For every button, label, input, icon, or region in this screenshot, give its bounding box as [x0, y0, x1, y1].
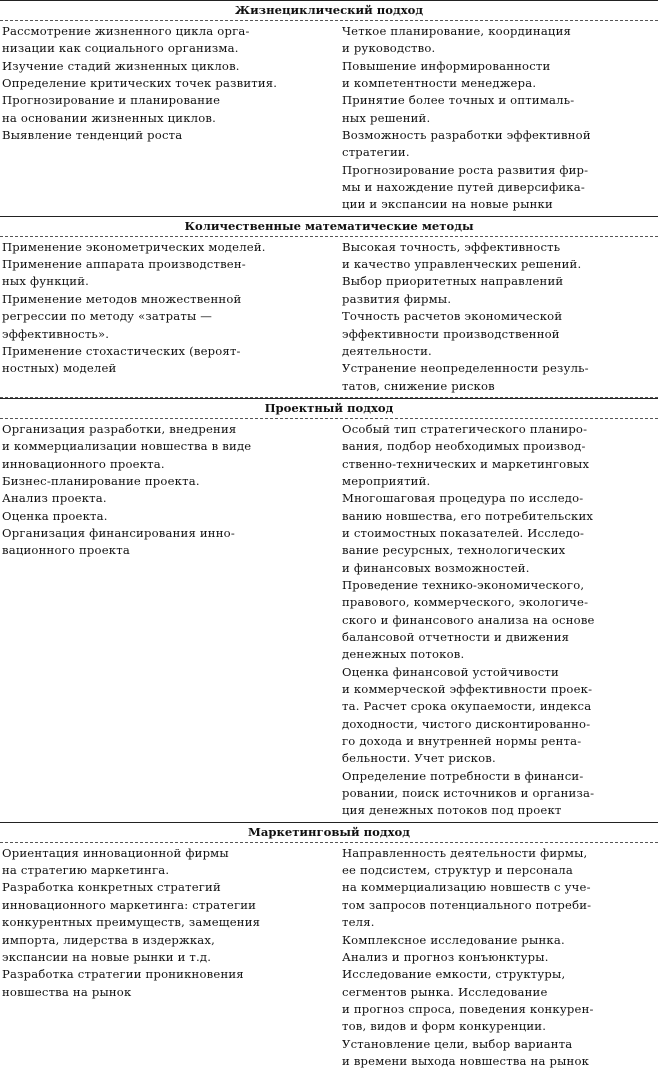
text-line: правового, коммерческого, экологиче-: [342, 595, 589, 610]
text-line: Принятие более точных и оптималь-: [342, 93, 575, 108]
text-line: эффективности производственной: [342, 326, 560, 341]
text-line: тов, видов и форм конкуренции.: [342, 1019, 547, 1034]
results-column: [342, 239, 658, 395]
text-line: и стоимостных показателей. Исследо-: [342, 525, 585, 540]
text-line: деятельности.: [342, 343, 432, 358]
text-line: Прогнозирование роста развития фир-: [342, 162, 589, 177]
section-title: Маркетинговый подход: [0, 822, 658, 843]
text-line: вания, подбор необходимых производ-: [342, 439, 586, 454]
text-line: Особый тип стратегического планиро-: [342, 421, 588, 436]
text-line: низации как социального организма.: [2, 41, 239, 56]
text-line: на основании жизненных циклов.: [2, 110, 217, 125]
text-line: том запросов потенциального потреби-: [342, 897, 592, 912]
section-row: [0, 21, 658, 216]
text-line: экспансии на новые рынки и т.д.: [2, 949, 212, 964]
text-line: Применение эконометрических моделей.: [2, 239, 266, 254]
text-line: ее подсистем, структур и персонала: [342, 863, 573, 878]
section: [0, 822, 658, 1072]
text-line: Разработка стратегии проникновения: [2, 967, 244, 982]
text-line: денежных потоков.: [342, 647, 465, 662]
text-line: ции и экспансии на новые рынки: [342, 197, 553, 212]
section: [0, 216, 658, 398]
text-line: Направленность деятельности фирмы,: [342, 845, 588, 860]
text-line: и финансовых возможностей.: [342, 560, 530, 575]
text-line: ственно-технических и маркетинговых: [342, 456, 590, 471]
results-column: [342, 421, 658, 820]
results-column: [342, 23, 658, 214]
section-title: Проектный подход: [0, 398, 658, 419]
text-line: ностных) моделей: [2, 361, 117, 376]
text-line: Повышение информированности: [342, 58, 551, 73]
text-line: та. Расчет срока окупаемости, индекса: [342, 699, 592, 714]
text-line: Высокая точность, эффективность: [342, 239, 561, 254]
section: [0, 0, 658, 216]
text-line: Установление цели, выбор варианта: [342, 1036, 573, 1051]
text-line: Применение аппарата производствен-: [2, 257, 246, 272]
methods-column: [0, 421, 342, 820]
text-line: бельности. Учет рисков.: [342, 751, 496, 766]
text-line: инновационного проекта.: [2, 456, 165, 471]
text-line: ванию новшества, его потребительских: [342, 508, 594, 523]
text-line: Бизнес-планирование проекта.: [2, 473, 200, 488]
text-line: Исследование емкости, структуры,: [342, 967, 566, 982]
text-line: Анализ и прогноз конъюнктуры.: [342, 949, 549, 964]
text-line: Ориентация инновационной фирмы: [2, 845, 229, 860]
text-line: Проведение технико-экономического,: [342, 577, 585, 592]
section-title: Жизнециклический подход: [0, 0, 658, 21]
text-line: ровании, поиск источников и организа-: [342, 786, 595, 801]
text-line: мы и нахождение путей диверсифика-: [342, 180, 585, 195]
text-line: вационного проекта: [2, 543, 130, 558]
text-line: Организация разработки, внедрения: [2, 421, 237, 436]
text-line: Определение критических точек развития.: [2, 76, 278, 91]
text-line: Разработка конкретных стратегий: [2, 880, 221, 895]
text-line: доходности, чистого дисконтированно-: [342, 716, 591, 731]
text-line: ция денежных потоков под проект: [342, 803, 562, 818]
text-line: Возможность разработки эффективной: [342, 128, 591, 143]
text-line: Прогнозирование и планирование: [2, 93, 221, 108]
text-line: стратегии.: [342, 145, 410, 160]
text-line: Точность расчетов экономической: [342, 309, 563, 324]
text-line: и качество управленческих решений.: [342, 257, 582, 272]
text-line: Многошаговая процедура по исследо-: [342, 491, 584, 506]
text-line: эффективность».: [2, 326, 110, 341]
section-row: [0, 843, 658, 1072]
text-line: инновационного маркетинга: стратегии: [2, 897, 257, 912]
text-line: Анализ проекта.: [2, 491, 107, 506]
text-line: сегментов рынка. Исследование: [342, 984, 548, 999]
text-line: Оценка финансовой устойчивости: [342, 664, 559, 679]
text-line: Изучение стадий жизненных циклов.: [2, 58, 240, 73]
text-line: на стратегию маркетинга.: [2, 863, 170, 878]
text-line: Оценка проекта.: [2, 508, 108, 523]
section-title: Количественные математические методы: [0, 216, 658, 237]
text-line: татов, снижение рисков: [342, 378, 495, 393]
text-line: и руководство.: [342, 41, 436, 56]
text-line: Рассмотрение жизненного цикла орга-: [2, 24, 250, 38]
text-line: и коммерциализации новшества в виде: [2, 439, 252, 454]
text-line: мероприятий.: [342, 473, 431, 488]
text-line: регрессии по методу «затраты —: [2, 309, 213, 324]
text-line: Применение стохастических (вероят-: [2, 343, 241, 358]
text-line: Применение методов множественной: [2, 291, 242, 306]
text-line: новшества на рынок: [2, 984, 132, 999]
text-line: Организация финансирования инно-: [2, 525, 235, 540]
methods-column: [0, 239, 342, 395]
text-line: го дохода и внутренней нормы рента-: [342, 734, 582, 749]
text-line: импорта, лидерства в издержках,: [2, 932, 216, 947]
text-line: Выбор приоритетных направлений: [342, 274, 564, 289]
text-line: теля.: [342, 915, 375, 930]
text-line: вание ресурсных, технологических: [342, 543, 566, 558]
text-line: конкурентных преимуществ, замещения: [2, 915, 261, 930]
text-line: развития фирмы.: [342, 291, 452, 306]
section-row: [0, 237, 658, 397]
text-line: Определение потребности в финанси-: [342, 768, 584, 783]
text-line: и прогноз спроса, поведения конкурен-: [342, 1001, 594, 1016]
text-line: ных функций.: [2, 274, 90, 289]
results-column: [342, 845, 658, 1070]
section: [0, 398, 658, 822]
text-line: Комплексное исследование рынка.: [342, 932, 565, 947]
text-line: Устранение неопределенности резуль-: [342, 361, 589, 376]
text-line: ных решений.: [342, 110, 431, 125]
text-line: ского и финансового анализа на основе: [342, 612, 595, 627]
methods-column: [0, 845, 342, 1070]
text-line: Четкое планирование, координация: [342, 24, 572, 38]
text-line: и коммерческой эффективности проек-: [342, 682, 593, 697]
methods-column: [0, 23, 342, 214]
section-row: [0, 419, 658, 822]
text-line: балансовой отчетности и движения: [342, 630, 570, 644]
text-line: и компетентности менеджера.: [342, 76, 537, 91]
text-line: на коммерциализацию новшеств с уче-: [342, 880, 591, 895]
text-line: и времени выхода новшества на рынок: [342, 1053, 590, 1068]
text-line: Выявление тенденций роста: [2, 128, 183, 143]
